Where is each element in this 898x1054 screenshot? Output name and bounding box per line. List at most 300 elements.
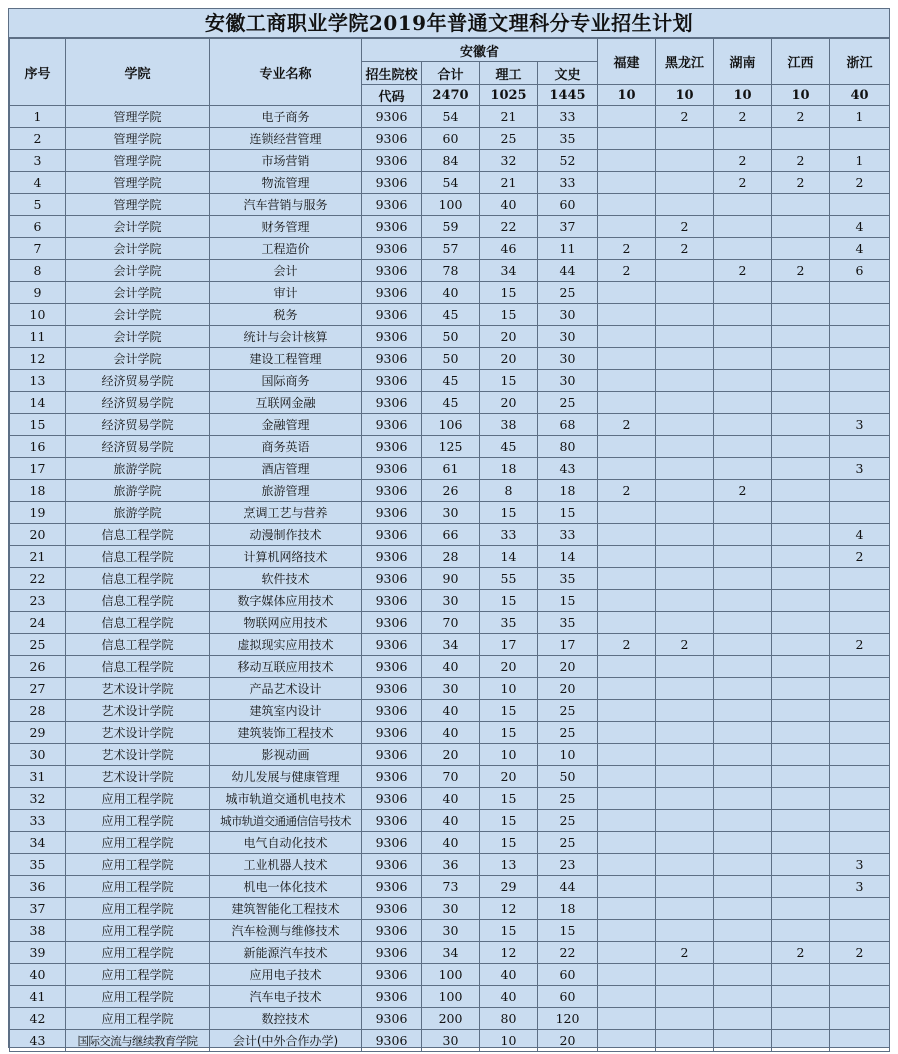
cell-fujian bbox=[598, 326, 656, 348]
cell-fujian: 2 bbox=[598, 414, 656, 436]
cell-college: 应用工程学院 bbox=[66, 942, 210, 964]
table-row bbox=[10, 216, 890, 238]
cell-arts: 18 bbox=[538, 480, 598, 502]
cell-jiangxi: 2 bbox=[772, 260, 830, 282]
cell-arts: 35 bbox=[538, 128, 598, 150]
cell-jiangxi bbox=[772, 788, 830, 810]
cell-total: 57 bbox=[422, 238, 480, 260]
document-page bbox=[8, 8, 890, 1048]
cell-zhejiang bbox=[830, 304, 890, 326]
cell-science: 15 bbox=[480, 502, 538, 524]
cell-college: 管理学院 bbox=[66, 106, 210, 128]
cell-jiangxi bbox=[772, 964, 830, 986]
cell-code: 9306 bbox=[362, 216, 422, 238]
cell-heilongjiang bbox=[656, 788, 714, 810]
cell-college: 应用工程学院 bbox=[66, 854, 210, 876]
cell-fujian bbox=[598, 964, 656, 986]
cell-hunan bbox=[714, 810, 772, 832]
cell-arts: 17 bbox=[538, 634, 598, 656]
cell-seq: 42 bbox=[10, 1008, 66, 1030]
cell-zhejiang: 4 bbox=[830, 238, 890, 260]
cell-heilongjiang bbox=[656, 722, 714, 744]
cell-hunan bbox=[714, 414, 772, 436]
cell-total: 70 bbox=[422, 612, 480, 634]
cell-major: 数字媒体应用技术 bbox=[210, 590, 362, 612]
cell-fujian bbox=[598, 942, 656, 964]
cell-college: 经济贸易学院 bbox=[66, 414, 210, 436]
cell-hunan bbox=[714, 832, 772, 854]
cell-science: 34 bbox=[480, 260, 538, 282]
cell-code: 9306 bbox=[362, 414, 422, 436]
cell-fujian bbox=[598, 546, 656, 568]
cell-seq: 31 bbox=[10, 766, 66, 788]
table-row bbox=[10, 326, 890, 348]
cell-code: 9306 bbox=[362, 722, 422, 744]
cell-zhejiang bbox=[830, 1008, 890, 1030]
cell-fujian bbox=[598, 1008, 656, 1030]
cell-fujian bbox=[598, 194, 656, 216]
cell-major: 国际商务 bbox=[210, 370, 362, 392]
cell-science: 35 bbox=[480, 612, 538, 634]
cell-fujian bbox=[598, 898, 656, 920]
cell-seq: 29 bbox=[10, 722, 66, 744]
table-row bbox=[10, 172, 890, 194]
cell-jiangxi bbox=[772, 1008, 830, 1030]
cell-zhejiang bbox=[830, 678, 890, 700]
cell-fujian: 2 bbox=[598, 634, 656, 656]
cell-code: 9306 bbox=[362, 172, 422, 194]
cell-hunan bbox=[714, 590, 772, 612]
cell-code: 9306 bbox=[362, 480, 422, 502]
cell-arts: 60 bbox=[538, 964, 598, 986]
cell-heilongjiang bbox=[656, 898, 714, 920]
cell-zhejiang: 1 bbox=[830, 106, 890, 128]
cell-zhejiang bbox=[830, 722, 890, 744]
table-row bbox=[10, 436, 890, 458]
cell-jiangxi bbox=[772, 876, 830, 898]
cell-total: 40 bbox=[422, 656, 480, 678]
cell-code: 9306 bbox=[362, 678, 422, 700]
cell-jiangxi bbox=[772, 766, 830, 788]
cell-total: 40 bbox=[422, 700, 480, 722]
table-row bbox=[10, 150, 890, 172]
cell-major: 应用电子技术 bbox=[210, 964, 362, 986]
cell-total: 45 bbox=[422, 304, 480, 326]
cell-major: 幼儿发展与健康管理 bbox=[210, 766, 362, 788]
cell-hunan bbox=[714, 304, 772, 326]
cell-college: 信息工程学院 bbox=[66, 612, 210, 634]
cell-science: 80 bbox=[480, 1008, 538, 1030]
cell-college: 应用工程学院 bbox=[66, 810, 210, 832]
cell-code: 9306 bbox=[362, 1008, 422, 1030]
cell-hunan bbox=[714, 392, 772, 414]
table-row bbox=[10, 194, 890, 216]
cell-code: 9306 bbox=[362, 326, 422, 348]
cell-major: 互联网金融 bbox=[210, 392, 362, 414]
cell-fujian bbox=[598, 216, 656, 238]
cell-seq: 30 bbox=[10, 744, 66, 766]
cell-zhejiang: 3 bbox=[830, 414, 890, 436]
cell-science: 15 bbox=[480, 590, 538, 612]
cell-arts: 50 bbox=[538, 766, 598, 788]
cell-zhejiang: 4 bbox=[830, 524, 890, 546]
enrollment-plan-table bbox=[9, 38, 890, 1052]
cell-seq: 23 bbox=[10, 590, 66, 612]
cell-fujian bbox=[598, 612, 656, 634]
cell-science: 18 bbox=[480, 458, 538, 480]
cell-fujian bbox=[598, 810, 656, 832]
cell-total: 45 bbox=[422, 392, 480, 414]
cell-jiangxi bbox=[772, 524, 830, 546]
cell-heilongjiang bbox=[656, 282, 714, 304]
cell-jiangxi bbox=[772, 326, 830, 348]
cell-total: 125 bbox=[422, 436, 480, 458]
cell-zhejiang bbox=[830, 128, 890, 150]
table-row bbox=[10, 986, 890, 1008]
cell-college: 信息工程学院 bbox=[66, 546, 210, 568]
cell-zhejiang bbox=[830, 282, 890, 304]
cell-major: 工业机器人技术 bbox=[210, 854, 362, 876]
cell-hunan bbox=[714, 326, 772, 348]
total-heilongjiang: 10 bbox=[656, 85, 714, 106]
table-row bbox=[10, 964, 890, 986]
cell-arts: 52 bbox=[538, 150, 598, 172]
cell-college: 管理学院 bbox=[66, 172, 210, 194]
cell-seq: 8 bbox=[10, 260, 66, 282]
cell-college: 管理学院 bbox=[66, 150, 210, 172]
cell-college: 艺术设计学院 bbox=[66, 678, 210, 700]
table-row bbox=[10, 546, 890, 568]
header-total: 合计 bbox=[422, 62, 480, 85]
cell-hunan bbox=[714, 788, 772, 810]
table-row bbox=[10, 876, 890, 898]
cell-major: 动漫制作技术 bbox=[210, 524, 362, 546]
cell-college: 会计学院 bbox=[66, 216, 210, 238]
header-science: 理工 bbox=[480, 62, 538, 85]
cell-seq: 24 bbox=[10, 612, 66, 634]
cell-arts: 20 bbox=[538, 656, 598, 678]
cell-total: 45 bbox=[422, 370, 480, 392]
cell-heilongjiang: 2 bbox=[656, 238, 714, 260]
cell-science: 14 bbox=[480, 546, 538, 568]
cell-heilongjiang bbox=[656, 832, 714, 854]
cell-college: 艺术设计学院 bbox=[66, 722, 210, 744]
cell-college: 信息工程学院 bbox=[66, 524, 210, 546]
cell-major: 统计与会计核算 bbox=[210, 326, 362, 348]
cell-major: 建筑室内设计 bbox=[210, 700, 362, 722]
cell-heilongjiang bbox=[656, 260, 714, 282]
cell-seq: 6 bbox=[10, 216, 66, 238]
cell-college: 会计学院 bbox=[66, 326, 210, 348]
header-arts: 文史 bbox=[538, 62, 598, 85]
header-code-line1: 招生院校 bbox=[362, 62, 422, 85]
cell-science: 12 bbox=[480, 898, 538, 920]
header-anhui: 安徽省 bbox=[362, 39, 598, 62]
cell-jiangxi bbox=[772, 810, 830, 832]
cell-heilongjiang bbox=[656, 810, 714, 832]
cell-major: 计算机网络技术 bbox=[210, 546, 362, 568]
cell-heilongjiang: 2 bbox=[656, 106, 714, 128]
total-hunan: 10 bbox=[714, 85, 772, 106]
cell-fujian bbox=[598, 766, 656, 788]
cell-hunan bbox=[714, 700, 772, 722]
cell-major: 影视动画 bbox=[210, 744, 362, 766]
cell-major: 旅游管理 bbox=[210, 480, 362, 502]
cell-college: 应用工程学院 bbox=[66, 920, 210, 942]
cell-seq: 3 bbox=[10, 150, 66, 172]
cell-science: 15 bbox=[480, 700, 538, 722]
cell-code: 9306 bbox=[362, 656, 422, 678]
cell-fujian bbox=[598, 722, 656, 744]
cell-heilongjiang bbox=[656, 414, 714, 436]
cell-arts: 35 bbox=[538, 568, 598, 590]
cell-code: 9306 bbox=[362, 106, 422, 128]
cell-jiangxi bbox=[772, 920, 830, 942]
cell-arts: 30 bbox=[538, 326, 598, 348]
cell-heilongjiang: 2 bbox=[656, 634, 714, 656]
cell-arts: 30 bbox=[538, 304, 598, 326]
cell-science: 15 bbox=[480, 282, 538, 304]
cell-total: 34 bbox=[422, 634, 480, 656]
cell-hunan bbox=[714, 1030, 772, 1052]
cell-heilongjiang: 2 bbox=[656, 216, 714, 238]
cell-hunan bbox=[714, 128, 772, 150]
cell-college: 信息工程学院 bbox=[66, 590, 210, 612]
cell-hunan bbox=[714, 436, 772, 458]
table-row bbox=[10, 678, 890, 700]
cell-zhejiang bbox=[830, 348, 890, 370]
cell-arts: 14 bbox=[538, 546, 598, 568]
cell-zhejiang bbox=[830, 502, 890, 524]
cell-science: 12 bbox=[480, 942, 538, 964]
cell-total: 90 bbox=[422, 568, 480, 590]
cell-jiangxi bbox=[772, 392, 830, 414]
cell-total: 100 bbox=[422, 964, 480, 986]
cell-code: 9306 bbox=[362, 986, 422, 1008]
cell-college: 国际交流与继续教育学院 bbox=[66, 1030, 210, 1052]
cell-heilongjiang bbox=[656, 150, 714, 172]
cell-major: 金融管理 bbox=[210, 414, 362, 436]
cell-hunan bbox=[714, 546, 772, 568]
cell-arts: 25 bbox=[538, 810, 598, 832]
cell-major: 虚拟现实应用技术 bbox=[210, 634, 362, 656]
cell-total: 61 bbox=[422, 458, 480, 480]
cell-seq: 34 bbox=[10, 832, 66, 854]
cell-arts: 25 bbox=[538, 392, 598, 414]
cell-major: 电子商务 bbox=[210, 106, 362, 128]
cell-zhejiang bbox=[830, 326, 890, 348]
cell-science: 40 bbox=[480, 194, 538, 216]
cell-heilongjiang bbox=[656, 766, 714, 788]
cell-fujian bbox=[598, 502, 656, 524]
cell-major: 数控技术 bbox=[210, 1008, 362, 1030]
cell-arts: 68 bbox=[538, 414, 598, 436]
header-major: 专业名称 bbox=[210, 39, 362, 106]
cell-college: 应用工程学院 bbox=[66, 876, 210, 898]
cell-zhejiang: 6 bbox=[830, 260, 890, 282]
cell-seq: 5 bbox=[10, 194, 66, 216]
cell-science: 45 bbox=[480, 436, 538, 458]
cell-hunan bbox=[714, 634, 772, 656]
cell-fujian bbox=[598, 524, 656, 546]
table-row bbox=[10, 722, 890, 744]
cell-college: 会计学院 bbox=[66, 348, 210, 370]
table-row bbox=[10, 700, 890, 722]
cell-arts: 25 bbox=[538, 788, 598, 810]
cell-major: 建筑智能化工程技术 bbox=[210, 898, 362, 920]
table-row bbox=[10, 458, 890, 480]
cell-science: 29 bbox=[480, 876, 538, 898]
cell-science: 25 bbox=[480, 128, 538, 150]
cell-heilongjiang bbox=[656, 392, 714, 414]
table-row bbox=[10, 634, 890, 656]
cell-total: 40 bbox=[422, 832, 480, 854]
cell-code: 9306 bbox=[362, 458, 422, 480]
cell-heilongjiang bbox=[656, 304, 714, 326]
cell-arts: 10 bbox=[538, 744, 598, 766]
cell-jiangxi bbox=[772, 502, 830, 524]
cell-zhejiang: 3 bbox=[830, 876, 890, 898]
cell-hunan bbox=[714, 216, 772, 238]
cell-major: 汽车营销与服务 bbox=[210, 194, 362, 216]
cell-zhejiang bbox=[830, 766, 890, 788]
cell-jiangxi bbox=[772, 216, 830, 238]
cell-hunan bbox=[714, 194, 772, 216]
cell-heilongjiang bbox=[656, 854, 714, 876]
cell-zhejiang: 3 bbox=[830, 458, 890, 480]
cell-seq: 36 bbox=[10, 876, 66, 898]
cell-jiangxi bbox=[772, 458, 830, 480]
cell-major: 机电一体化技术 bbox=[210, 876, 362, 898]
cell-fujian bbox=[598, 986, 656, 1008]
cell-major: 工程造价 bbox=[210, 238, 362, 260]
cell-jiangxi bbox=[772, 128, 830, 150]
cell-fujian bbox=[598, 106, 656, 128]
cell-jiangxi bbox=[772, 238, 830, 260]
cell-jiangxi bbox=[772, 546, 830, 568]
cell-heilongjiang bbox=[656, 612, 714, 634]
cell-fujian bbox=[598, 150, 656, 172]
cell-science: 20 bbox=[480, 766, 538, 788]
cell-zhejiang: 2 bbox=[830, 942, 890, 964]
cell-hunan bbox=[714, 370, 772, 392]
cell-jiangxi bbox=[772, 700, 830, 722]
cell-code: 9306 bbox=[362, 304, 422, 326]
cell-arts: 44 bbox=[538, 876, 598, 898]
page-title: 安徽工商职业学院2019年普通文理科分专业招生计划 bbox=[9, 9, 889, 38]
cell-fujian bbox=[598, 348, 656, 370]
cell-science: 40 bbox=[480, 986, 538, 1008]
cell-zhejiang bbox=[830, 480, 890, 502]
cell-science: 22 bbox=[480, 216, 538, 238]
header-jiangxi: 江西 bbox=[772, 39, 830, 85]
cell-code: 9306 bbox=[362, 524, 422, 546]
cell-seq: 39 bbox=[10, 942, 66, 964]
cell-fujian bbox=[598, 568, 656, 590]
cell-jiangxi bbox=[772, 986, 830, 1008]
cell-major: 税务 bbox=[210, 304, 362, 326]
cell-hunan bbox=[714, 502, 772, 524]
table-row bbox=[10, 1008, 890, 1030]
cell-total: 60 bbox=[422, 128, 480, 150]
cell-code: 9306 bbox=[362, 920, 422, 942]
cell-seq: 20 bbox=[10, 524, 66, 546]
cell-jiangxi bbox=[772, 678, 830, 700]
cell-arts: 120 bbox=[538, 1008, 598, 1030]
cell-college: 应用工程学院 bbox=[66, 1008, 210, 1030]
cell-seq: 9 bbox=[10, 282, 66, 304]
cell-code: 9306 bbox=[362, 942, 422, 964]
cell-college: 会计学院 bbox=[66, 238, 210, 260]
cell-zhejiang bbox=[830, 920, 890, 942]
cell-jiangxi bbox=[772, 744, 830, 766]
cell-major: 建筑装饰工程技术 bbox=[210, 722, 362, 744]
cell-zhejiang bbox=[830, 370, 890, 392]
cell-heilongjiang bbox=[656, 194, 714, 216]
cell-science: 10 bbox=[480, 678, 538, 700]
cell-hunan bbox=[714, 964, 772, 986]
table-row bbox=[10, 656, 890, 678]
cell-science: 20 bbox=[480, 656, 538, 678]
cell-zhejiang: 2 bbox=[830, 172, 890, 194]
cell-total: 20 bbox=[422, 744, 480, 766]
cell-science: 15 bbox=[480, 832, 538, 854]
cell-total: 40 bbox=[422, 282, 480, 304]
cell-hunan: 2 bbox=[714, 106, 772, 128]
cell-fujian bbox=[598, 744, 656, 766]
cell-hunan bbox=[714, 722, 772, 744]
cell-seq: 28 bbox=[10, 700, 66, 722]
cell-college: 会计学院 bbox=[66, 304, 210, 326]
cell-code: 9306 bbox=[362, 568, 422, 590]
cell-science: 15 bbox=[480, 722, 538, 744]
cell-arts: 43 bbox=[538, 458, 598, 480]
cell-jiangxi bbox=[772, 370, 830, 392]
cell-major: 会计(中外合作办学) bbox=[210, 1030, 362, 1052]
cell-science: 17 bbox=[480, 634, 538, 656]
table-row bbox=[10, 392, 890, 414]
cell-major: 建设工程管理 bbox=[210, 348, 362, 370]
cell-total: 40 bbox=[422, 788, 480, 810]
cell-code: 9306 bbox=[362, 744, 422, 766]
cell-fujian: 2 bbox=[598, 260, 656, 282]
cell-college: 信息工程学院 bbox=[66, 656, 210, 678]
cell-science: 38 bbox=[480, 414, 538, 436]
cell-jiangxi bbox=[772, 348, 830, 370]
cell-fujian: 2 bbox=[598, 480, 656, 502]
cell-arts: 20 bbox=[538, 678, 598, 700]
total-jiangxi: 10 bbox=[772, 85, 830, 106]
cell-total: 34 bbox=[422, 942, 480, 964]
cell-code: 9306 bbox=[362, 238, 422, 260]
cell-fujian bbox=[598, 172, 656, 194]
cell-zhejiang bbox=[830, 436, 890, 458]
cell-jiangxi bbox=[772, 282, 830, 304]
cell-code: 9306 bbox=[362, 282, 422, 304]
cell-college: 经济贸易学院 bbox=[66, 370, 210, 392]
cell-total: 106 bbox=[422, 414, 480, 436]
cell-total: 54 bbox=[422, 106, 480, 128]
cell-major: 酒店管理 bbox=[210, 458, 362, 480]
cell-zhejiang: 1 bbox=[830, 150, 890, 172]
cell-heilongjiang bbox=[656, 172, 714, 194]
cell-total: 50 bbox=[422, 348, 480, 370]
cell-jiangxi bbox=[772, 656, 830, 678]
cell-total: 78 bbox=[422, 260, 480, 282]
cell-seq: 43 bbox=[10, 1030, 66, 1052]
cell-heilongjiang bbox=[656, 128, 714, 150]
table-row bbox=[10, 348, 890, 370]
